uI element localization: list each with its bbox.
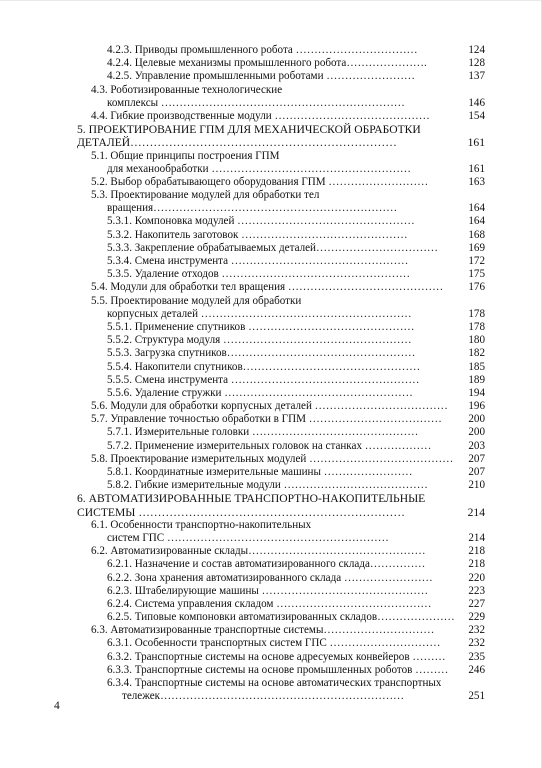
- toc-entry: [0, 176, 542, 189]
- toc-entry-page: 207: [468, 452, 485, 465]
- toc-entry-title: 5.3.5. Удаление отходов ……………………………………………: [107, 268, 411, 281]
- toc-entry-page: 185: [468, 360, 485, 373]
- toc-entry-title: 6.3.1. Особенности транспортных систем ГПС …………………………: [107, 637, 441, 650]
- toc-entry-title: 5.7.1. Измерительные головки ………………………………………: [107, 426, 419, 439]
- toc-entry-page: 178: [468, 320, 485, 333]
- toc-entry-title: 6.2.2. Зона хранения автоматизированного склада ……………………: [107, 571, 433, 584]
- toc-entry-title: 5.5.2. Структура модуля ……………………………………………: [107, 334, 412, 347]
- toc-entry: [0, 677, 542, 690]
- toc-entry: [0, 255, 542, 268]
- toc-entry: [0, 374, 542, 387]
- page-top-edge: [0, 0, 542, 1]
- toc-entry-title: 5.5.1. Применение спутников ………………………………………: [107, 320, 415, 333]
- toc-entry-page: 124: [468, 44, 485, 56]
- toc-entry-title: корпусных деталей …………………………………………………: [107, 307, 412, 320]
- toc-entry: [0, 229, 542, 242]
- toc-entry: [0, 281, 542, 294]
- toc-entry-page: 200: [468, 413, 485, 426]
- toc-entry-title: вращения…………………………………………………………: [107, 202, 398, 215]
- toc-entry: [0, 97, 542, 110]
- toc-entry: [0, 163, 542, 176]
- toc-entry-title: 5.7.2. Применение измерительных головок на станках ………………: [107, 439, 432, 452]
- toc-entry: [0, 651, 542, 664]
- toc-entry-page: 220: [468, 571, 485, 584]
- toc-entry-page: 128: [468, 57, 485, 70]
- toc-entry-title: 6.3.2. Транспортные системы на основе адресуемых конвейеров ………: [107, 650, 446, 663]
- toc-entry-title: 5.3.4. Смена инструмента …………………………………………: [107, 255, 409, 267]
- toc-entry-page: 146: [468, 96, 485, 109]
- toc-entry-title: 5.8. Проектирование измерительных модулей …………………………………: [91, 452, 454, 465]
- toc-entry-title: 5.5. Проектирование модулей для обработки: [91, 294, 302, 307]
- toc-entry-page: 232: [468, 624, 485, 637]
- toc-entry-title: 5.2. Выбор обрабатывающего оборудования ГПМ ………………………: [91, 175, 429, 188]
- toc-entry: [0, 453, 542, 466]
- toc-entry-page: 163: [468, 175, 485, 188]
- toc-entry-title: 6.2.5. Типовые компоновки автоматизированных складов…………………: [107, 611, 455, 624]
- toc-entry-page: 182: [468, 347, 485, 360]
- toc-entry: [0, 506, 542, 519]
- toc-entry-title: 6.3.3. Транспортные системы на основе промышленных роботов ………: [107, 663, 449, 676]
- toc-entry: [0, 558, 542, 571]
- toc-entry-page: 223: [468, 584, 485, 597]
- toc-entry: [0, 545, 542, 558]
- toc-entry: [0, 413, 542, 426]
- toc-entry: [0, 57, 542, 70]
- toc-entry-page: 175: [468, 268, 485, 281]
- toc-entry-page: 161: [467, 136, 485, 150]
- toc-entry-title: 5.7. Управление точностью обработки в ГПМ ………………………………: [91, 413, 442, 426]
- toc-entry-title: 4.3. Роботизированные технологические: [91, 83, 283, 96]
- toc-entry-title: для механообработки ………………………………………………: [107, 162, 412, 175]
- toc-entry-page: 218: [468, 545, 485, 558]
- toc-entry: [0, 572, 542, 585]
- toc-entry-title: 6.3. Автоматизированные транспортные системы…………………………: [91, 624, 435, 637]
- toc-entry-title: 5. ПРОЕКТИРОВАНИЕ ГПМ ДЛЯ МЕХАНИЧЕСКОЙ ОБРАБОТКИ: [77, 123, 421, 137]
- toc-entry: [0, 70, 542, 83]
- toc-entry-title: 6. АВТОМАТИЗИРОВАННЫЕ ТРАНСПОРТНО-НАКОПИТЕЛЬНЫЕ: [77, 492, 426, 506]
- toc-entry: [0, 387, 542, 400]
- toc-entry-title: 5.5.3. Загрузка спутников……………………………………………: [107, 347, 416, 360]
- toc-entry-page: 218: [468, 558, 485, 571]
- toc-entry-title: ДЕТАЛЕЙ……………………………………………………………: [77, 136, 397, 150]
- toc-entry-title: 4.4. Гибкие производственные модули ……………………………………: [91, 109, 430, 122]
- toc-entry-title: 5.1. Общие принципы построения ГПМ: [91, 149, 280, 162]
- toc-entry-title: 4.2.5. Управление промышленными роботами ……………………: [107, 70, 416, 83]
- toc-entry-page: 154: [468, 109, 485, 122]
- toc-entry: [0, 664, 542, 677]
- toc-entry-page: 227: [468, 597, 485, 610]
- toc-entry: [0, 123, 542, 136]
- toc-entry-title: 6.2.1. Назначение и состав автоматизированного склада……………: [107, 558, 426, 571]
- toc-entry: [0, 492, 542, 505]
- toc-entry-title: систем ГПС ……………………………………………………: [107, 531, 389, 544]
- toc-entry-title: 5.8.1. Координатные измерительные машины ……………………: [107, 466, 413, 478]
- toc-entry: [0, 321, 542, 334]
- toc-entry-title: 5.3. Проектирование модулей для обработки тел: [91, 189, 320, 202]
- toc-entry: [0, 202, 542, 215]
- toc-entry-title: 5.3.1. Компоновка модулей …………………………………………: [107, 215, 415, 228]
- toc-entry-page: 168: [468, 228, 485, 241]
- toc-entry: [0, 519, 542, 532]
- toc-entry: [0, 136, 542, 149]
- toc-entry-title: тележек…………………………………………………………: [122, 690, 405, 703]
- toc-entry: [0, 215, 542, 228]
- toc-entry-page: 169: [468, 241, 485, 254]
- toc-entry-page: 207: [468, 466, 485, 478]
- toc-entry-title: 4.2.4. Целевые механизмы промышленного робота………………….: [107, 57, 427, 70]
- toc-entry: [0, 532, 542, 545]
- toc-entry: [0, 110, 542, 123]
- toc-entry-title: 5.8.2. Гибкие измерительные модули …………………………………: [107, 479, 428, 492]
- toc-entry: [0, 308, 542, 321]
- toc-entry: [0, 624, 542, 637]
- toc-entry-title: 6.1. Особенности транспортно-накопительных: [91, 518, 312, 531]
- toc-entry-page: 229: [468, 611, 485, 624]
- toc-entry: [0, 690, 542, 703]
- table-of-contents: [0, 44, 542, 703]
- toc-entry-page: 196: [468, 400, 485, 413]
- toc-entry: [0, 440, 542, 453]
- toc-entry-page: 180: [468, 334, 485, 347]
- toc-entry-title: 5.6. Модули для обработки корпусных деталей ………………………………: [91, 400, 448, 413]
- toc-entry: [0, 598, 542, 611]
- toc-entry: [0, 242, 542, 255]
- toc-entry-title: 5.3.3. Закрепление обрабатываемых деталей……………………………: [107, 241, 439, 254]
- toc-entry-title: комплексы …………………………………………………………: [107, 96, 405, 109]
- toc-entry-title: 6.2.4. Система управления складом ……………………………………: [107, 597, 432, 610]
- toc-entry-title: 4.2.3. Приводы промышленного робота ……………………………: [107, 44, 418, 56]
- toc-entry-page: 194: [468, 386, 485, 399]
- toc-entry-page: 232: [468, 637, 485, 650]
- toc-entry: [0, 611, 542, 624]
- toc-entry-title: СИСТЕМЫ ……………………………………………………………: [77, 505, 405, 519]
- toc-entry: [0, 189, 542, 202]
- toc-entry-page: 161: [468, 162, 485, 175]
- toc-entry-page: 189: [468, 373, 485, 386]
- toc-entry: [0, 637, 542, 650]
- toc-entry-page: 246: [468, 663, 485, 676]
- toc-entry-page: 137: [468, 70, 485, 83]
- toc-entry-page: 200: [468, 426, 485, 439]
- toc-entry: [0, 361, 542, 374]
- toc-entry: [0, 84, 542, 97]
- toc-entry-title: 5.5.4. Накопители спутников…………………………………………: [107, 360, 421, 373]
- toc-entry-page: 164: [468, 202, 485, 215]
- toc-entry-title: 5.4. Модули для обработки тел вращения ……………………………………: [91, 281, 444, 294]
- toc-entry-page: 176: [468, 281, 485, 294]
- toc-entry: [0, 426, 542, 439]
- toc-entry-page: 251: [468, 690, 485, 703]
- toc-entry: [0, 400, 542, 413]
- toc-entry-page: 203: [468, 439, 485, 452]
- toc-entry-page: 172: [468, 255, 485, 267]
- toc-entry: [0, 44, 542, 57]
- toc-entry-page: 214: [468, 531, 485, 544]
- toc-entry: [0, 150, 542, 163]
- toc-entry: [0, 585, 542, 598]
- toc-entry-title: 5.5.5. Смена инструмента ……………………………………………: [107, 373, 420, 386]
- toc-entry-title: 5.3.2. Накопитель заготовок ………………………………………: [107, 228, 408, 241]
- toc-entry: [0, 347, 542, 360]
- toc-entry-page: 214: [467, 505, 485, 519]
- toc-entry-title: 6.3.4. Транспортные системы на основе автоматических транспортных: [107, 677, 442, 689]
- toc-entry: [0, 334, 542, 347]
- toc-entry-page: 210: [468, 479, 485, 492]
- page-number: 4: [54, 700, 60, 712]
- toc-entry: [0, 479, 542, 492]
- toc-entry-page: 178: [468, 307, 485, 320]
- toc-entry: [0, 466, 542, 479]
- toc-entry-title: 5.5.6. Удаление стружки ……………………………………………: [107, 386, 413, 399]
- toc-entry: [0, 295, 542, 308]
- toc-entry-title: 6.2.3. Штабелирующие машины ………………………………………: [107, 584, 429, 597]
- toc-entry-title: 6.2. Автоматизированные склады…………………………………………: [91, 545, 426, 558]
- toc-entry-page: 164: [468, 215, 485, 228]
- toc-entry: [0, 268, 542, 281]
- toc-entry-page: 235: [468, 650, 485, 663]
